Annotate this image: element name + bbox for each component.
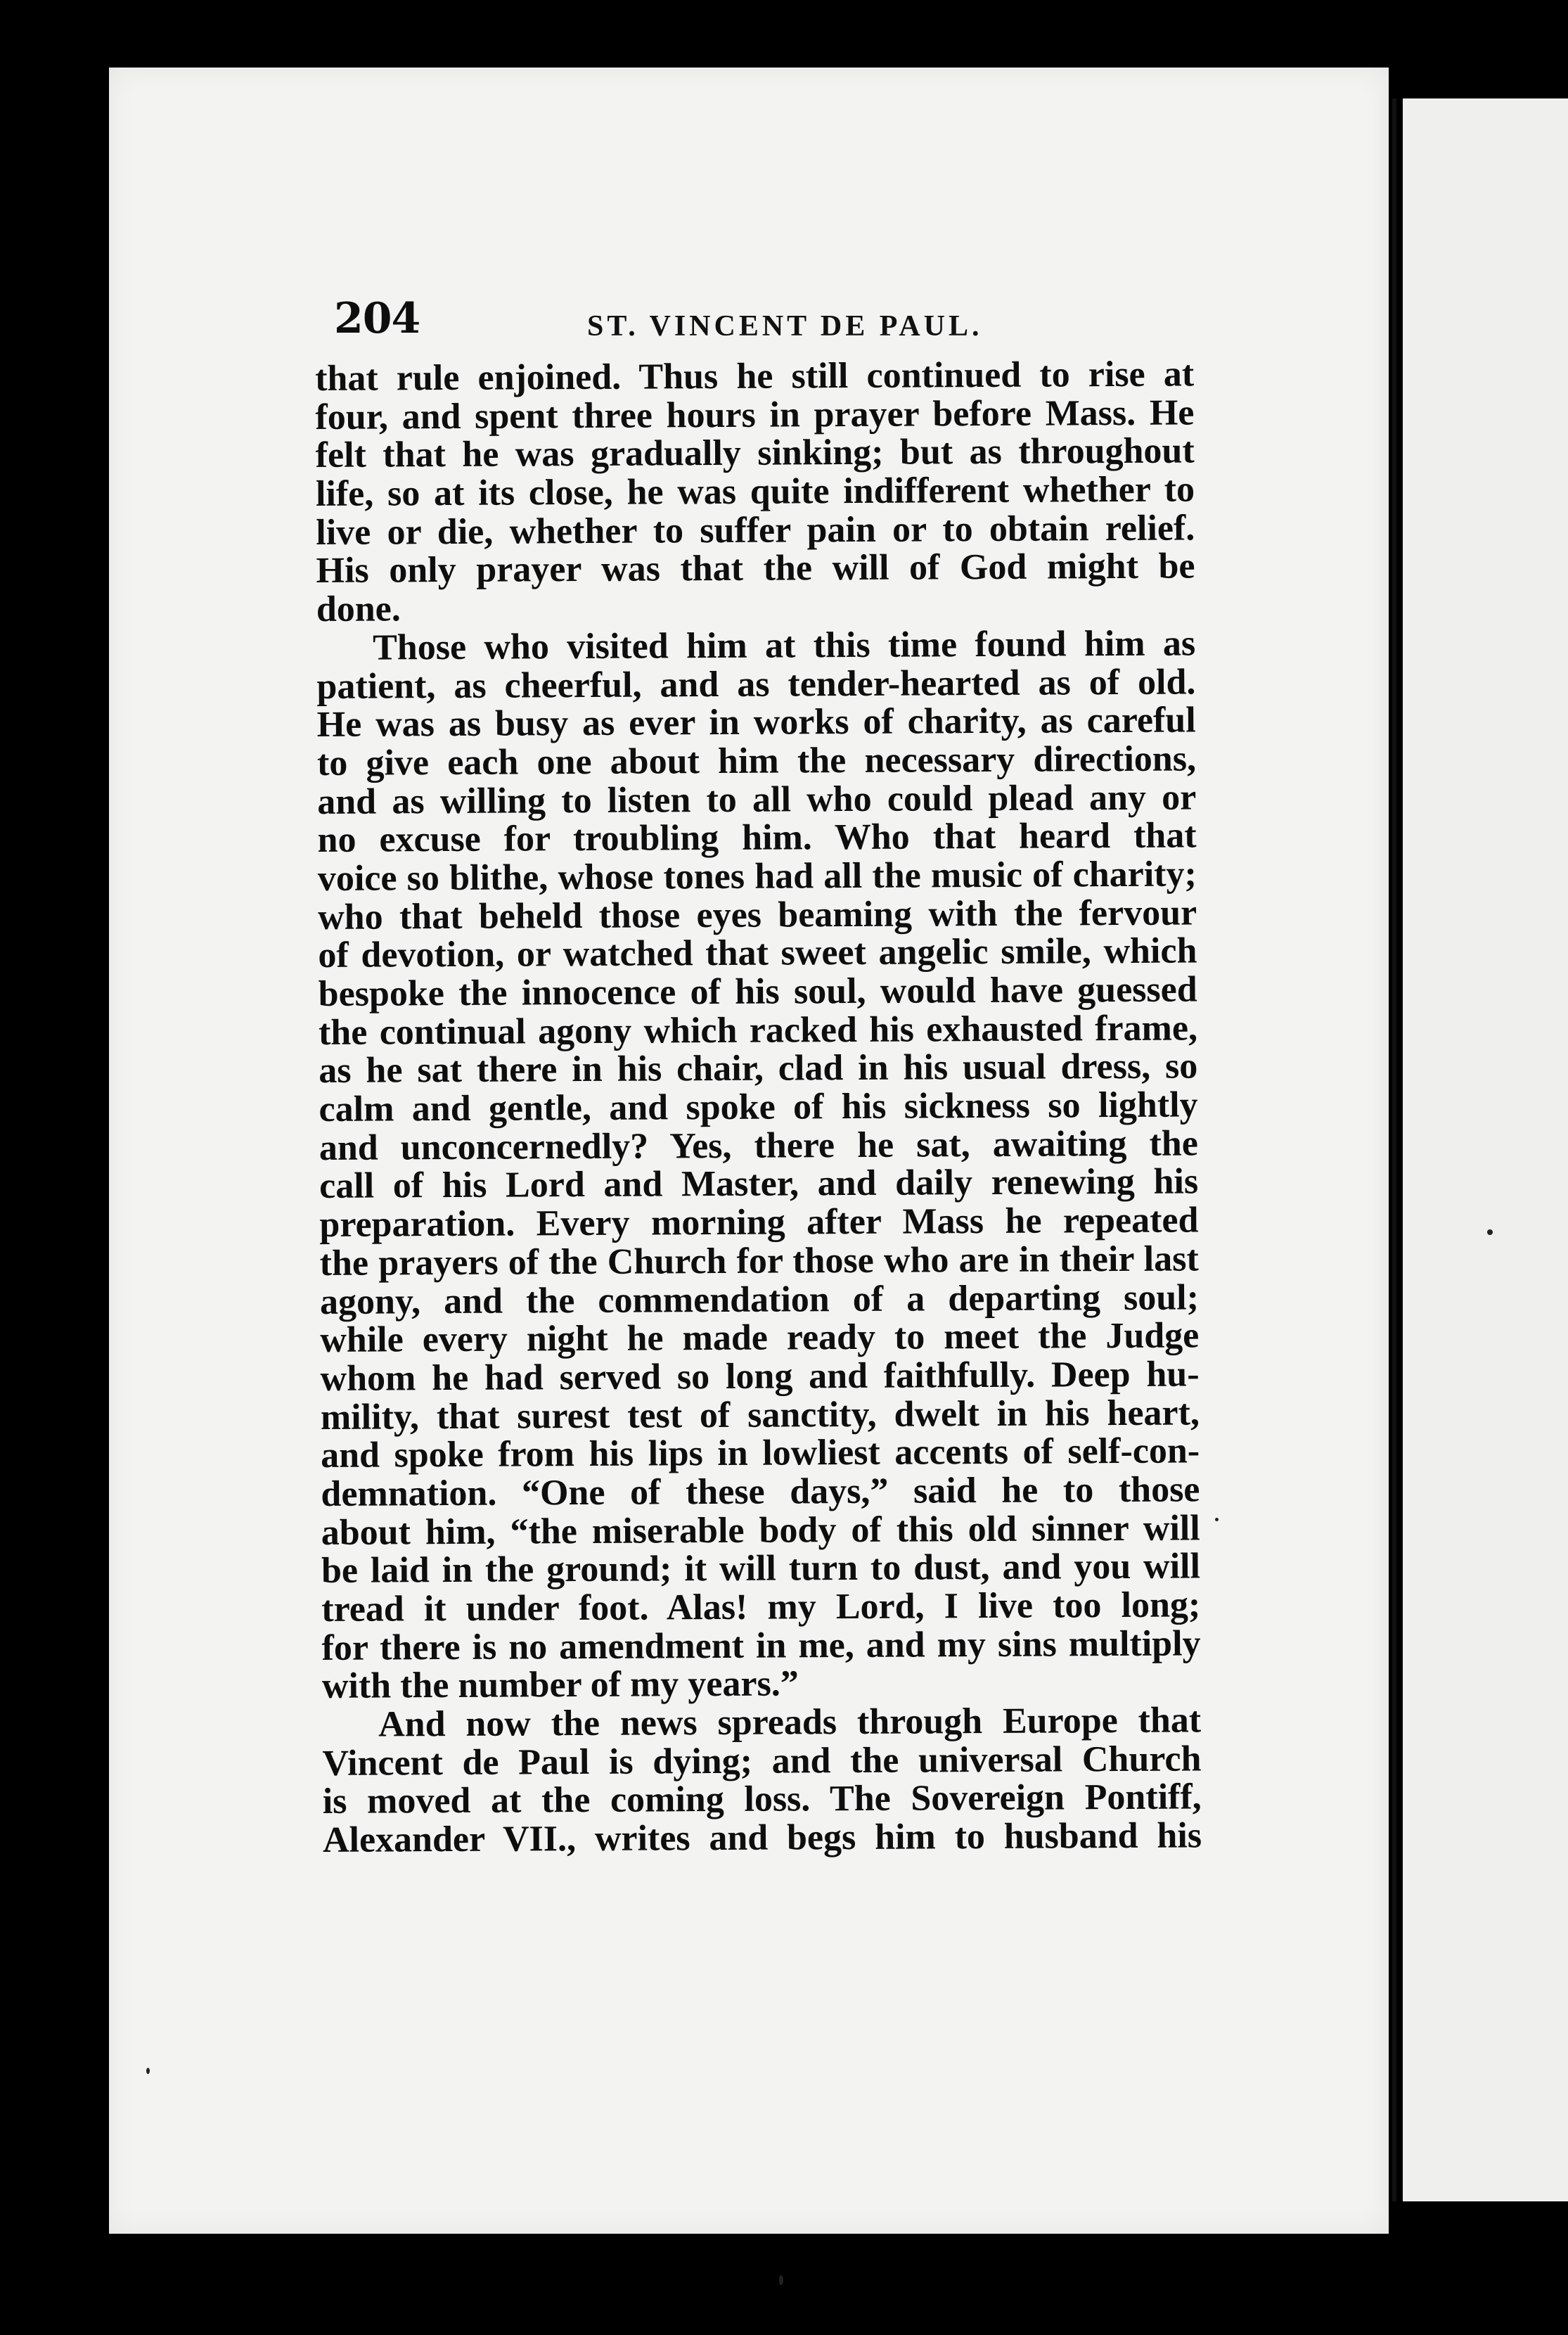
text-line: patient, as cheerful, and as tender-hearted as of old. bbox=[316, 661, 1196, 707]
text-line: Vincent de Paul is dying; and the universal Church bbox=[322, 1739, 1202, 1784]
text-line: bespoke the innocence of his soul, would have guessed bbox=[318, 969, 1197, 1014]
text-line: as he sat there in his chair, clad in his usual dress, so bbox=[319, 1046, 1198, 1092]
print-speck bbox=[146, 2068, 150, 2074]
text-line: His only prayer was that the will of God might be bbox=[316, 546, 1195, 591]
text-line: life, so at its close, he was quite indifferent whether to bbox=[315, 469, 1195, 515]
text-line: Alexander VII., writes and begs him to husband his bbox=[322, 1815, 1202, 1861]
text-line: whom he had served so long and faithfully. Deep hu- bbox=[320, 1354, 1200, 1399]
text-line: about him, “the miserable body of this old sinner will bbox=[321, 1508, 1200, 1553]
print-speck bbox=[1215, 1518, 1219, 1521]
text-line: call of his Lord and Master, and daily renewing his bbox=[319, 1161, 1199, 1207]
page-header bbox=[334, 294, 1206, 350]
text-line: Those who visited him at this time found him as bbox=[372, 623, 1196, 668]
text-line: done. bbox=[316, 589, 401, 630]
text-line: be laid in the ground; it will turn to dust, and you will bbox=[321, 1546, 1201, 1592]
text-line: and spoke from his lips in lowliest accents of self-con- bbox=[321, 1431, 1200, 1476]
text-line: felt that he was gradually sinking; but as throughout bbox=[315, 430, 1195, 476]
text-line: the continual agony which racked his exhausted frame, bbox=[318, 1008, 1198, 1053]
facing-page-edge bbox=[1403, 98, 1568, 2201]
print-speck bbox=[1487, 1229, 1493, 1235]
page-gutter bbox=[1392, 98, 1396, 2201]
text-line: while every night he made ready to meet the Judge bbox=[320, 1315, 1200, 1361]
text-line: demnation. “One of these days,” said he to those bbox=[321, 1469, 1200, 1514]
body-text bbox=[315, 355, 1202, 1860]
text-line: and unconcernedly? Yes, there he sat, awaiting the bbox=[319, 1123, 1198, 1168]
text-line: who that beheld those eyes beaming with the fervour bbox=[317, 893, 1197, 938]
page-number: 204 bbox=[334, 294, 420, 343]
text-line: He was as busy as ever in works of charity, as careful bbox=[316, 700, 1196, 746]
text-line: tread it under foot. Alas! my Lord, I live too long; bbox=[321, 1585, 1201, 1630]
text-line: calm and gentle, and spoke of his sickness so lightly bbox=[319, 1085, 1198, 1130]
text-line: with the number of my years.” bbox=[321, 1663, 799, 1707]
text-line: of devotion, or watched that sweet angelic smile, which bbox=[318, 930, 1197, 976]
text-line: preparation. Every morning after Mass he repeated bbox=[319, 1200, 1199, 1246]
text-line: that rule enjoined. Thus he still continued to rise at bbox=[314, 354, 1195, 399]
text-line: mility, that surest test of sanctity, dwelt in his heart, bbox=[320, 1392, 1200, 1438]
print-speck bbox=[779, 2275, 783, 2285]
text-line: the prayers of the Church for those who are in their last bbox=[319, 1239, 1199, 1284]
text-line: for there is no amendment in me, and my sins multiply bbox=[321, 1623, 1201, 1668]
text-line: and as willing to listen to all who could plead any or bbox=[317, 777, 1197, 822]
text-line: voice so blithe, whose tones had all the music of charity; bbox=[317, 854, 1197, 899]
text-line: four, and spent three hours in prayer before Mass. He bbox=[315, 392, 1195, 437]
text-line: to give each one about him the necessary directions, bbox=[316, 738, 1197, 783]
running-head: ST. VINCENT DE PAUL. bbox=[587, 310, 983, 343]
text-line: is moved at the coming loss. The Sovereign Pontiff, bbox=[322, 1777, 1202, 1822]
text-line: no excuse for troubling him. Who that heard that bbox=[317, 815, 1197, 861]
text-line: live or die, whether to suffer pain or to obtain relief. bbox=[316, 508, 1195, 553]
text-line: And now the news spreads through Europe that bbox=[378, 1700, 1202, 1745]
text-line: agony, and the commendation of a departing soul; bbox=[319, 1277, 1200, 1322]
